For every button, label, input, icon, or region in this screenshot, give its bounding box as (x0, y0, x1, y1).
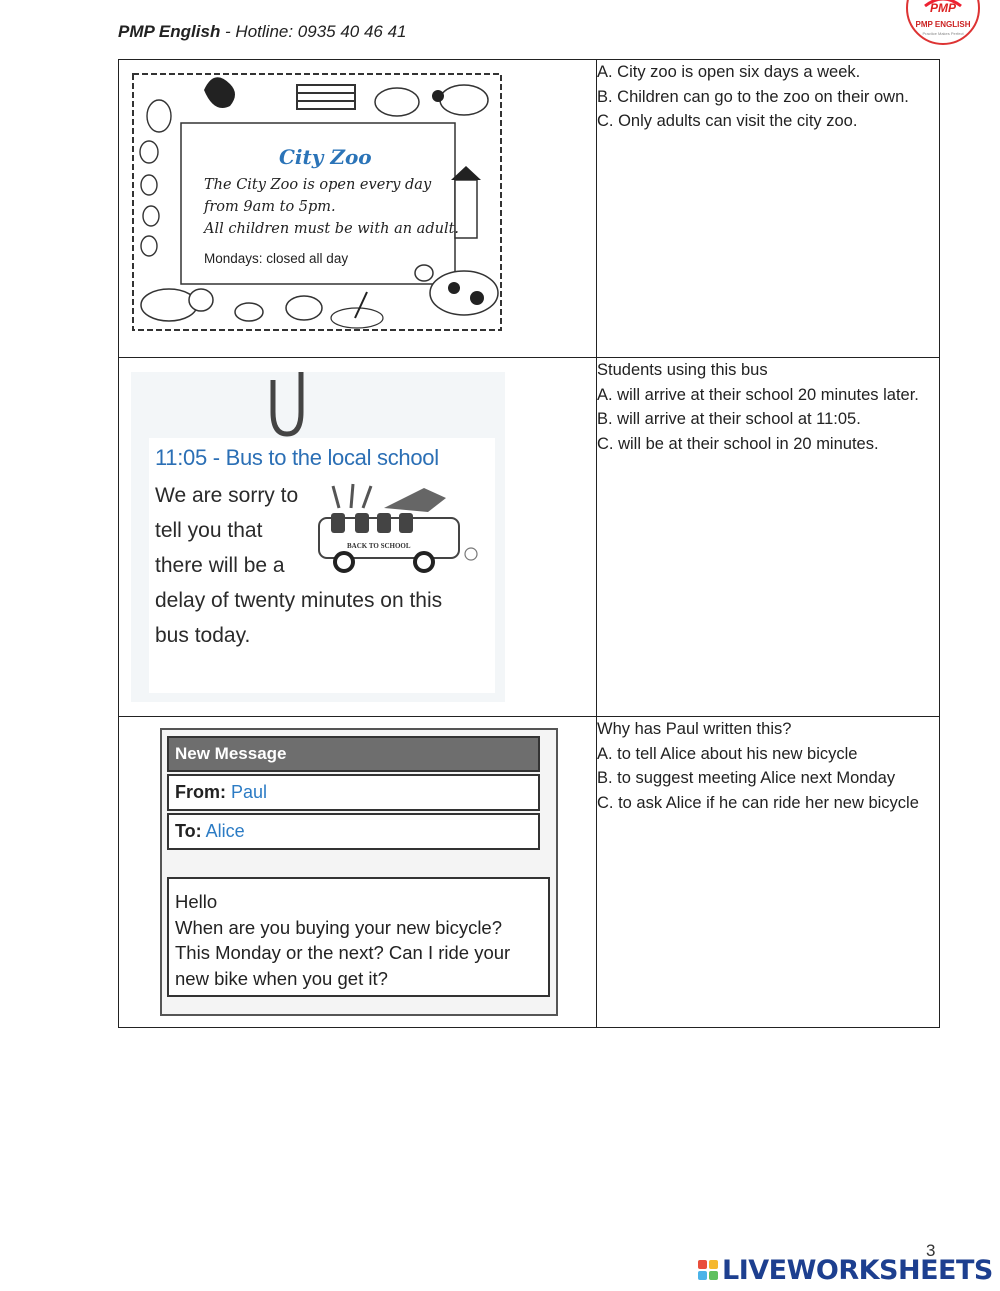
to-value: Alice (205, 821, 245, 841)
page-header (118, 22, 407, 42)
bus-line: bus today. (155, 624, 251, 647)
options-cell (597, 358, 940, 717)
bus-label: BACK TO SCHOOL (347, 542, 411, 550)
options-cell (597, 717, 940, 1028)
message-line: Hello (175, 891, 218, 912)
header-hotline: - Hotline: 0935 40 46 41 (220, 22, 407, 41)
pmp-logo (905, 0, 981, 50)
bus-title: 11:05 - Bus to the local school (155, 445, 439, 470)
bus-line: We are sorry to (155, 484, 299, 507)
bus-line: tell you that (155, 519, 263, 542)
page-number: 3 (926, 1241, 936, 1260)
logo-mark: PMP (929, 1, 957, 15)
option: C. to ask Alice if he can ride her new bicycle (597, 793, 919, 812)
zoo-title: City Zoo (279, 145, 372, 169)
liveworksheets-logo (698, 1255, 993, 1285)
bus-line: delay of twenty minutes on this (155, 589, 443, 612)
message-line: new bike when you get it? (175, 967, 388, 989)
question-row (119, 60, 940, 358)
worksheet-table (118, 59, 940, 1028)
zoo-line: from 9am to 5pm. (204, 199, 336, 215)
option: B. will arrive at their school at 11:05. (597, 410, 861, 428)
message-window (119, 717, 596, 1027)
option: B. to suggest meeting Alice next Monday (597, 769, 896, 787)
message-body (167, 877, 550, 997)
option: A. to tell Alice about his new bicycle (597, 744, 858, 763)
zoo-border-illustration (119, 60, 596, 357)
from-field (167, 774, 540, 811)
option: A. City zoo is open six days a week. (597, 63, 861, 81)
message-line: When are you buying your new bicycle? (175, 916, 503, 938)
question-prompt: Students using this bus (597, 361, 768, 379)
notice-cell (119, 717, 597, 1028)
option: C. will be at their school in 20 minutes. (597, 434, 879, 453)
bus-line: there will be a (155, 554, 285, 577)
question-row (119, 358, 940, 717)
question-row (119, 717, 940, 1028)
option: B. Children can go to the zoo on their own. (597, 87, 909, 106)
bus-notice (119, 358, 596, 716)
to-label: To: (175, 821, 202, 841)
option: A. will arrive at their school 20 minutes later. (597, 385, 919, 404)
logo-tagline: Practice Makes Perfect (922, 31, 964, 36)
header-brand: PMP English (118, 22, 221, 41)
option: C. Only adults can visit the city zoo. (597, 112, 858, 130)
zoo-notice (119, 60, 596, 357)
liveworksheets-icon (698, 1260, 718, 1280)
from-value: Paul (231, 782, 268, 802)
to-field (167, 813, 540, 850)
zoo-monday-note: Mondays: closed all day (204, 251, 349, 266)
question-prompt: Why has Paul written this? (597, 720, 792, 738)
notice-cell (119, 358, 597, 717)
liveworksheets-wordmark: LIVEWORKSHEETS (722, 1254, 993, 1286)
message-line: This Monday or the next? Can I ride your (175, 942, 511, 963)
notice-cell (119, 60, 597, 358)
options-cell (597, 60, 940, 358)
message-titlebar: New Message (167, 736, 540, 772)
from-label: From: (175, 782, 226, 802)
zoo-line: All children must be with an adult. (204, 221, 460, 237)
zoo-line: The City Zoo is open every day (204, 177, 432, 193)
logo-subtitle: PMP ENGLISH (915, 20, 971, 29)
